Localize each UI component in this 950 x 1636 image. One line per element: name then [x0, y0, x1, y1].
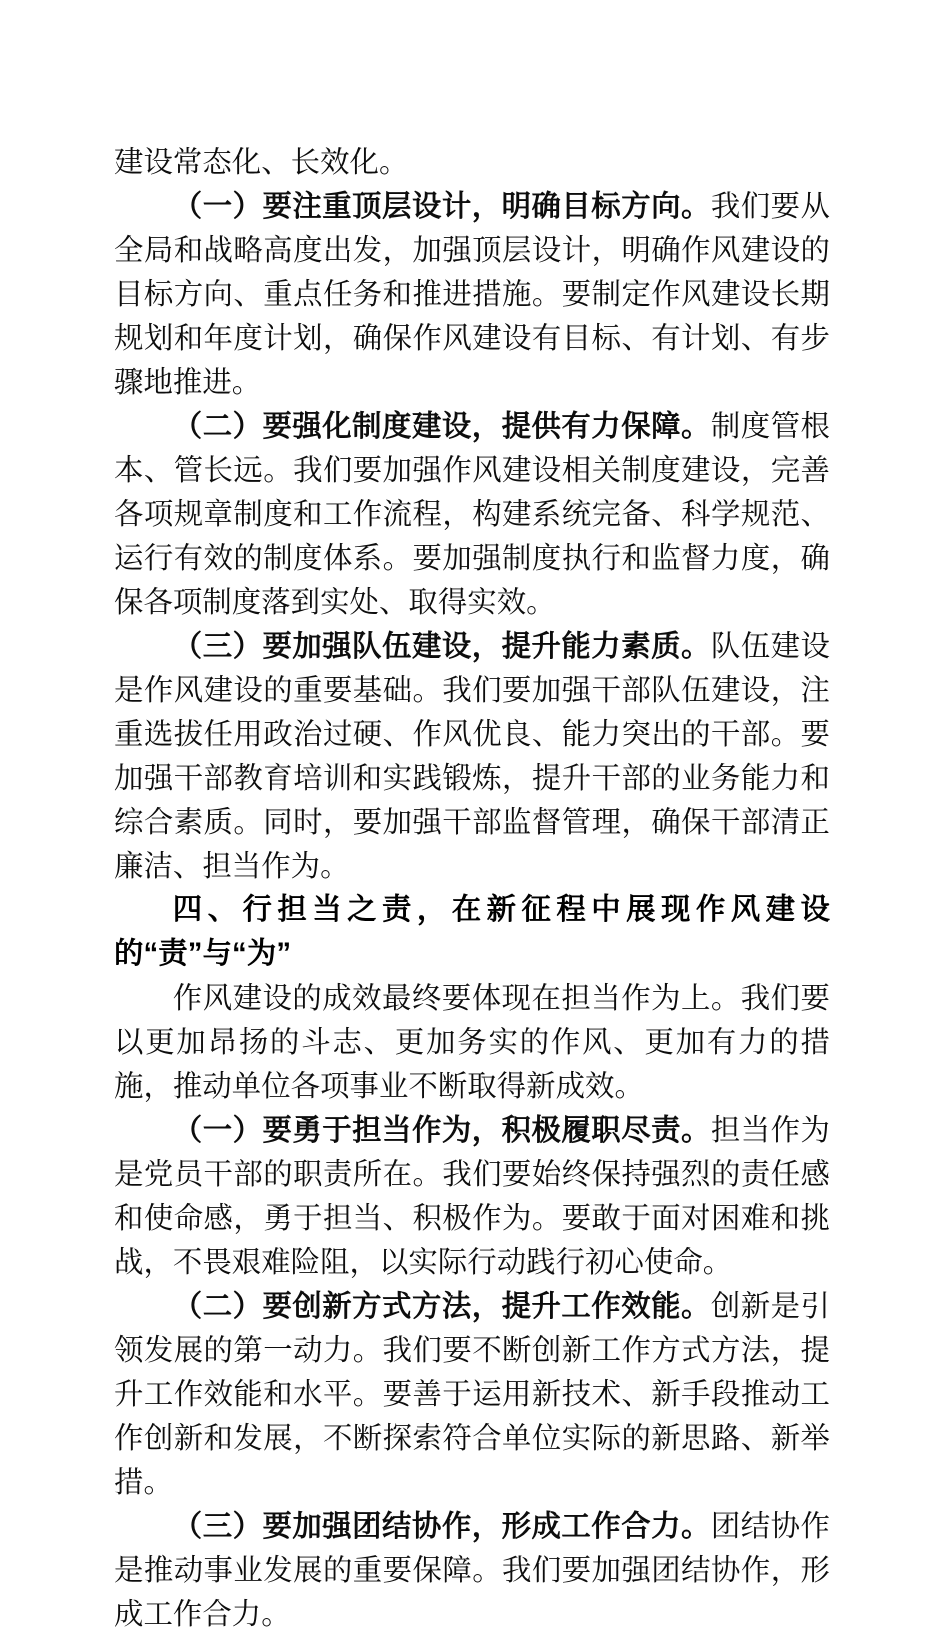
paragraph-1-3: [114, 624, 830, 888]
paragraph-text: 作风建设的成效最终要体现在担当作为上。我们要以更加昂扬的斗志、更加务实的作风、更加有力的措施，推动单位各项事业不断取得新成效。: [114, 981, 830, 1103]
subheading-lead: （二）要强化制度建设，提供有力保障。: [172, 408, 711, 443]
paragraph-text: 担当作为是党员干部的职责所在。我们要始终保持强烈的责任感和使命感，勇于担当、积极作为。要敢于面对困难和挑战，不畏艰难险阻，以实际行动践行初心使命。: [114, 1113, 830, 1279]
paragraph-1-1: [114, 184, 830, 404]
paragraph-1-2: [114, 404, 830, 624]
subheading-lead: （三）要加强队伍建设，提升能力素质。: [172, 628, 711, 663]
paragraph-text: 我们要从全局和战略高度出发，加强顶层设计，明确作风建设的目标方向、重点任务和推进措施。要制定作风建设长期规划和年度计划，确保作风建设有目标、有计划、有步骤地推进。: [114, 189, 830, 399]
paragraph-4-2: [114, 1284, 830, 1504]
paragraph-text: 建设常态化、长效化。: [114, 145, 409, 179]
paragraph-4-1: [114, 1108, 830, 1284]
paragraph-text: 创新是引领发展的第一动力。我们要不断创新工作方式方法，提升工作效能和水平。要善于运用新技术、新手段推动工作创新和发展，不断探索符合单位实际的新思路、新举措。: [114, 1289, 830, 1499]
subheading-lead: （三）要加强团结协作，形成工作合力。: [172, 1508, 711, 1543]
subheading-lead: （一）要注重顶层设计，明确目标方向。: [172, 188, 711, 223]
text-column: [114, 140, 830, 1636]
paragraph-text: 团结协作是推动事业发展的重要保障。我们要加强团结协作，形成工作合力。: [114, 1509, 830, 1631]
paragraph-intro: [114, 976, 830, 1108]
section-heading-four: [114, 888, 830, 976]
paragraph-4-3: [114, 1504, 830, 1636]
section-heading-text: 四、行担当之责，在新征程中展现作风建设的“责”与“为”: [114, 893, 830, 970]
subheading-lead: （一）要勇于担当作为，积极履职尽责。: [172, 1112, 711, 1147]
paragraph-text: 制度管根本、管长远。我们要加强作风建设相关制度建设，完善各项规章制度和工作流程，构建系统完备、科学规范、运行有效的制度体系。要加强制度执行和监督力度，确保各项制度落到实处、取得实效。: [114, 409, 830, 619]
paragraph-continued: [114, 140, 830, 184]
paragraph-text: 队伍建设是作风建设的重要基础。我们要加强干部队伍建设，注重选拔任用政治过硬、作风优良、能力突出的干部。要加强干部教育培训和实践锻炼，提升干部的业务能力和综合素质。同时，要加强干部监督管理，确保干部清正廉洁、担当作为。: [114, 629, 830, 883]
subheading-lead: （二）要创新方式方法，提升工作效能。: [172, 1288, 711, 1323]
